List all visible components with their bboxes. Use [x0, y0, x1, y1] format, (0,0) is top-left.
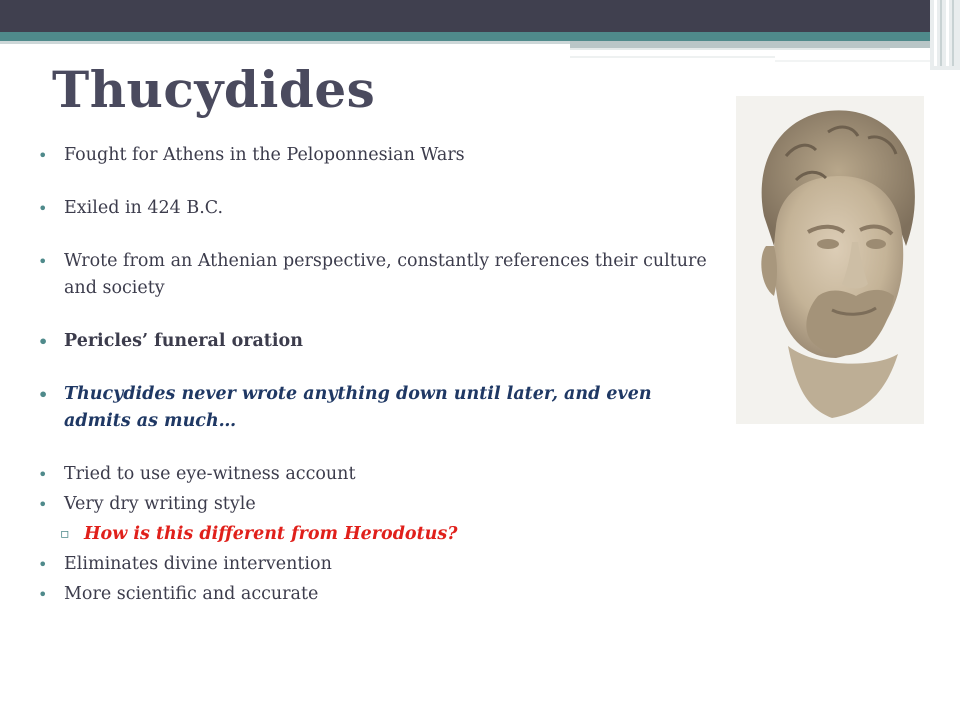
bullet-item [38, 581, 718, 608]
bullet-text: Thucydides never wrote anything down until later, and even admits as much… [64, 384, 652, 431]
thucydides-bust-image [736, 96, 924, 424]
bullet-item [38, 491, 718, 518]
bullet-text: Pericles’ funeral oration [64, 331, 303, 351]
bullet-item [38, 381, 718, 435]
bullet-text: Tried to use eye-witness account [64, 464, 356, 484]
bullet-text: Very dry writing style [64, 494, 256, 514]
bullet-text: Eliminates divine intervention [64, 554, 332, 574]
bullet-text: Fought for Athens in the Peloponnesian Wars [64, 145, 465, 165]
bullet-text: Wrote from an Athenian perspective, constantly references their culture and society [64, 251, 707, 298]
bust-illustration [736, 96, 924, 424]
bullet-item [38, 328, 718, 355]
bullet-text: Exiled in 424 B.C. [64, 198, 224, 218]
bullet-item [38, 195, 718, 222]
sub-bullet-item [38, 521, 718, 548]
bullet-list [38, 142, 718, 608]
bullet-text: How is this different from Herodotus? [84, 524, 458, 544]
bullet-item [38, 142, 718, 169]
bullet-text: More scientific and accurate [64, 584, 319, 604]
slide-title: Thucydides [52, 60, 376, 119]
bullet-item [38, 461, 718, 488]
bullet-item [38, 551, 718, 578]
bullet-item [38, 248, 718, 302]
